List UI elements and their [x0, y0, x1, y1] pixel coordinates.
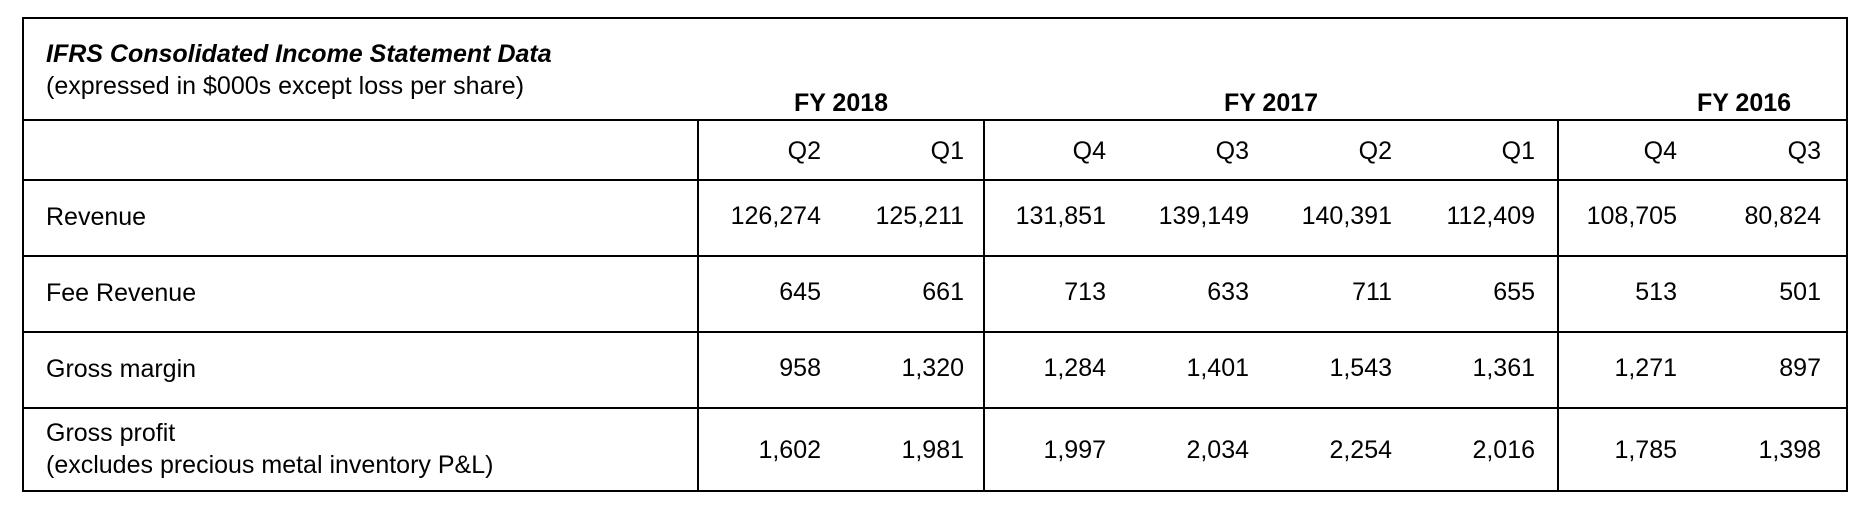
quarter-header: Q2 — [787, 137, 821, 165]
quarter-header: Q1 — [1501, 137, 1535, 165]
row-divider — [24, 255, 1846, 257]
table-cell: 713 — [1064, 278, 1106, 306]
row-divider — [24, 407, 1846, 409]
table-cell: 958 — [779, 354, 821, 382]
table-cell: 1,398 — [1758, 436, 1821, 464]
row-label-gross-margin: Gross margin — [46, 355, 197, 383]
row-label-fee-revenue: Fee Revenue — [46, 279, 197, 307]
header-divider — [24, 119, 1846, 121]
table-cell: 112,409 — [1446, 202, 1535, 230]
table-cell: 1,785 — [1614, 436, 1677, 464]
row-label-revenue: Revenue — [46, 203, 147, 231]
table-cell: 2,016 — [1472, 436, 1535, 464]
table-cell: 645 — [779, 278, 821, 306]
quarter-header: Q3 — [1215, 137, 1249, 165]
table-cell: 140,391 — [1301, 202, 1392, 230]
table-cell: 126,274 — [730, 202, 821, 230]
row-sublabel-gross-profit: (excludes precious metal inventory P&L) — [46, 451, 494, 479]
table-cell: 897 — [1779, 354, 1821, 382]
table-cell: 1,997 — [1043, 436, 1106, 464]
table-cell: 108,705 — [1586, 202, 1677, 230]
column-divider — [983, 119, 985, 490]
table-cell: 2,254 — [1329, 436, 1392, 464]
quarter-header: Q4 — [1072, 137, 1106, 165]
table-cell: 1,320 — [901, 354, 964, 382]
table-cell: 661 — [922, 278, 964, 306]
table-cell: 139,149 — [1158, 202, 1249, 230]
fy-header-2016: FY 2016 — [1696, 89, 1792, 117]
table-cell: 1,543 — [1329, 354, 1392, 382]
table-cell: 513 — [1635, 278, 1677, 306]
table-cell: 501 — [1779, 278, 1821, 306]
table-cell: 1,602 — [758, 436, 821, 464]
table-title: IFRS Consolidated Income Statement Data — [46, 40, 552, 68]
row-divider — [24, 179, 1846, 181]
table-cell: 633 — [1207, 278, 1249, 306]
table-cell: 1,981 — [901, 436, 964, 464]
column-divider — [697, 119, 699, 490]
table-cell: 1,271 — [1614, 354, 1677, 382]
table-cell: 80,824 — [1744, 202, 1821, 230]
table-cell: 1,284 — [1043, 354, 1106, 382]
quarter-header: Q2 — [1358, 137, 1392, 165]
table-cell: 2,034 — [1186, 436, 1249, 464]
table-cell: 1,401 — [1186, 354, 1249, 382]
row-divider — [24, 331, 1846, 333]
table-cell: 1,361 — [1472, 354, 1535, 382]
table-cell: 655 — [1493, 278, 1535, 306]
quarter-header: Q4 — [1643, 137, 1677, 165]
row-label-gross-profit: Gross profit — [46, 419, 176, 447]
table-cell: 125,211 — [875, 202, 964, 230]
fy-header-2018: FY 2018 — [793, 89, 889, 117]
quarter-header: Q3 — [1787, 137, 1821, 165]
quarter-header: Q1 — [930, 137, 964, 165]
income-statement-table — [22, 17, 1848, 492]
table-cell: 131,851 — [1015, 202, 1106, 230]
fy-header-2017: FY 2017 — [1223, 89, 1319, 117]
table-subtitle: (expressed in $000s except loss per share) — [46, 72, 525, 100]
table-cell: 711 — [1352, 278, 1392, 306]
